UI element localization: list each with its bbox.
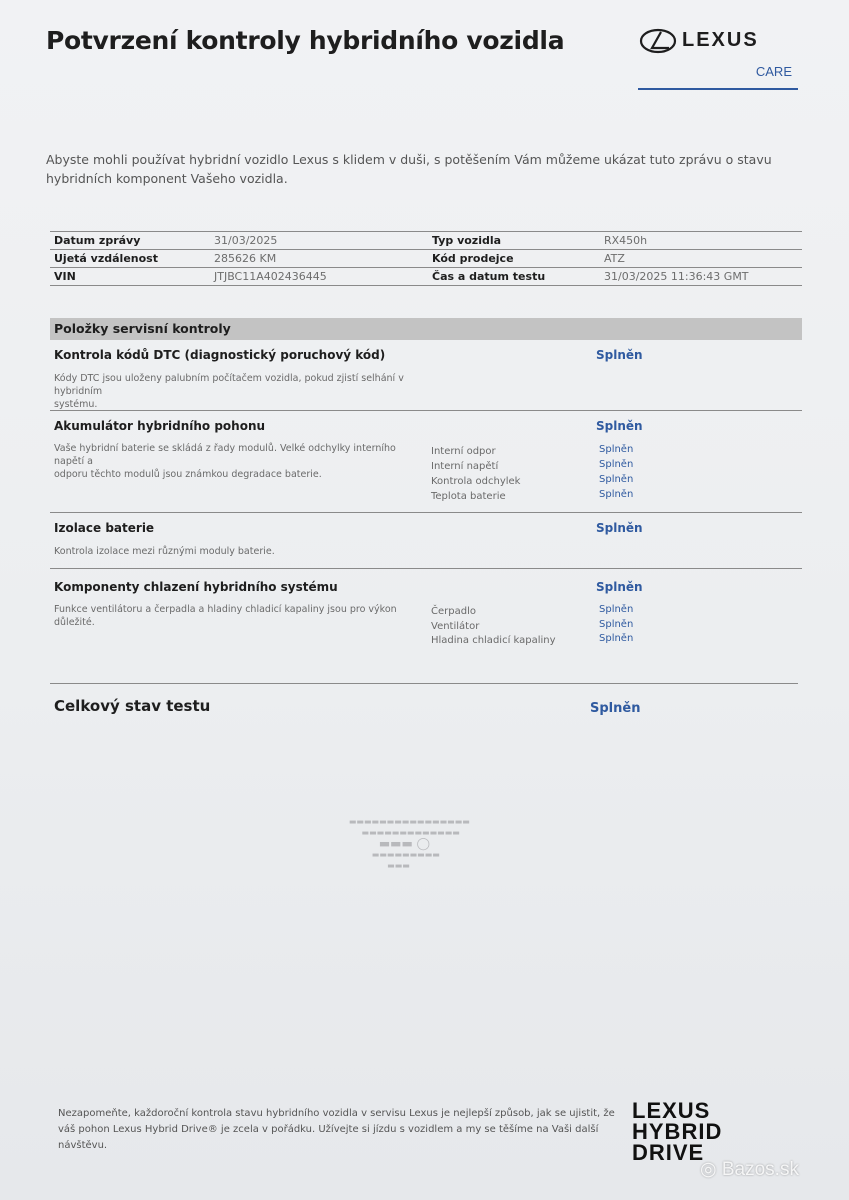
info-label: VIN [54, 270, 76, 283]
lexus-logo-text: LEXUS [682, 29, 759, 51]
vehicle-info-table [50, 231, 802, 286]
divider [50, 568, 802, 569]
section-header [50, 318, 802, 340]
sub-check-label: Interní napětí [431, 461, 499, 472]
info-value: JTJBC11A402436445 [214, 270, 327, 283]
watermark [700, 1158, 799, 1181]
info-value: ATZ [604, 252, 625, 265]
check-item-status: Splněn [596, 348, 643, 362]
divider [50, 410, 802, 411]
info-value: RX450h [604, 234, 648, 247]
check-item-description [54, 545, 414, 558]
sub-check-status: Splněn [599, 444, 634, 455]
sub-check-label: Teplota baterie [431, 491, 506, 502]
overall-status-label: Celkový stav testu [54, 697, 211, 715]
info-label: Kód prodejce [432, 252, 514, 265]
divider [50, 512, 802, 513]
description-line: Funkce ventilátoru a čerpadla a hladiny chladicí kapaliny jsou pro výkon důležité. [54, 604, 397, 628]
care-label: CARE [755, 64, 792, 79]
lexus-care-logo [638, 26, 798, 92]
description-line: Vaše hybridní baterie se skládá z řady modulů. Velké odchylky interního napětí a [54, 443, 396, 467]
intro-text: Abyste mohli používat hybridní vozidlo Lexus s klidem v duši, s potěšením Vám můžeme ukázat tuto zprávu o stavu hybridních komponent Vašeho vozidla. [46, 152, 772, 186]
description-line: odporu těchto modulů jsou známkou degradace baterie. [54, 469, 322, 480]
description-line: Kontrola izolace mezi různými moduly baterie. [54, 546, 275, 557]
sub-check-label: Hladina chladicí kapaliny [431, 635, 556, 646]
check-item-title: Kontrola kódů DTC (diagnostický poruchový kód) [54, 348, 386, 362]
info-label: Čas a datum testu [432, 270, 546, 283]
sub-check-status: Splněn [599, 633, 634, 644]
check-item-title: Izolace baterie [54, 521, 155, 535]
sub-check-status: Splněn [599, 489, 634, 500]
info-value: 31/03/2025 11:36:43 GMT [604, 270, 749, 283]
check-item-description [54, 603, 434, 629]
info-label: Ujetá vzdálenost [54, 252, 158, 265]
info-row [50, 268, 802, 286]
logo-underline [638, 88, 798, 90]
sub-check-status: Splněn [599, 459, 634, 470]
divider [50, 683, 798, 684]
sub-check-label: Kontrola odchylek [431, 476, 521, 487]
overall-status-value: Splněn [590, 701, 641, 716]
sub-check-status: Splněn [599, 474, 634, 485]
sub-check-status: Splněn [599, 604, 634, 615]
sub-check-label: Interní odpor [431, 446, 496, 457]
section-title: Položky servisní kontroly [54, 321, 231, 336]
check-item-title: Akumulátor hybridního pohonu [54, 419, 266, 433]
page-title: Potvrzení kontroly hybridního vozidla [46, 26, 565, 55]
check-item-status: Splněn [596, 521, 643, 535]
info-value: 31/03/2025 [214, 234, 278, 247]
check-item-description [54, 442, 414, 481]
description-line: systému. [54, 399, 98, 410]
check-item-status: Splněn [596, 419, 643, 433]
watermark-text: Bazos.sk [721, 1159, 799, 1180]
check-item-status: Splněn [596, 580, 643, 594]
sub-check-status: Splněn [599, 619, 634, 630]
sub-check-label: Ventilátor [431, 621, 480, 632]
hybrid-logo-line: HYBRID [632, 1119, 723, 1144]
info-row [50, 250, 802, 268]
watermark-icon: ◎ [700, 1159, 722, 1180]
info-value: 285626 KM [214, 252, 277, 265]
lexus-emblem-icon [638, 26, 678, 56]
hybrid-logo-line: DRIVE [632, 1140, 705, 1165]
check-item-title: Komponenty chlazení hybridního systému [54, 580, 338, 594]
footer-note: Nezapomeňte, každoroční kontrola stavu hybridního vozidla v servisu Lexus je nejlepší způsob, jak se ujistit, že váš pohon Lexus Hybrid Drive® je zcela v pořádku. Užívejte si jízdu s vozidlem a my se těšíme na Vaši další návštěvu. [58, 1108, 615, 1151]
description-line: Kódy DTC jsou uloženy palubním počítačem vozidla, pokud zjistí selhání v hybridním [54, 373, 404, 397]
faded-dealer-stamp: ▬▬▬ ▬▬▬▬▬▬▬▬▬ ◯ ▬▬▬ ▬▬▬▬▬▬▬▬▬▬▬▬▬ ▬▬▬▬▬▬▬▬▬▬▬▬▬▬▬▬ [349, 818, 470, 871]
check-item-description [54, 372, 454, 411]
lexus-hybrid-drive-logo [632, 1100, 782, 1163]
info-label: Datum zprávy [54, 234, 141, 247]
info-label: Typ vozidla [432, 234, 502, 247]
hybrid-logo-line: LEXUS [632, 1098, 711, 1123]
info-row [50, 231, 802, 250]
sub-check-label: Čerpadlo [431, 606, 476, 617]
